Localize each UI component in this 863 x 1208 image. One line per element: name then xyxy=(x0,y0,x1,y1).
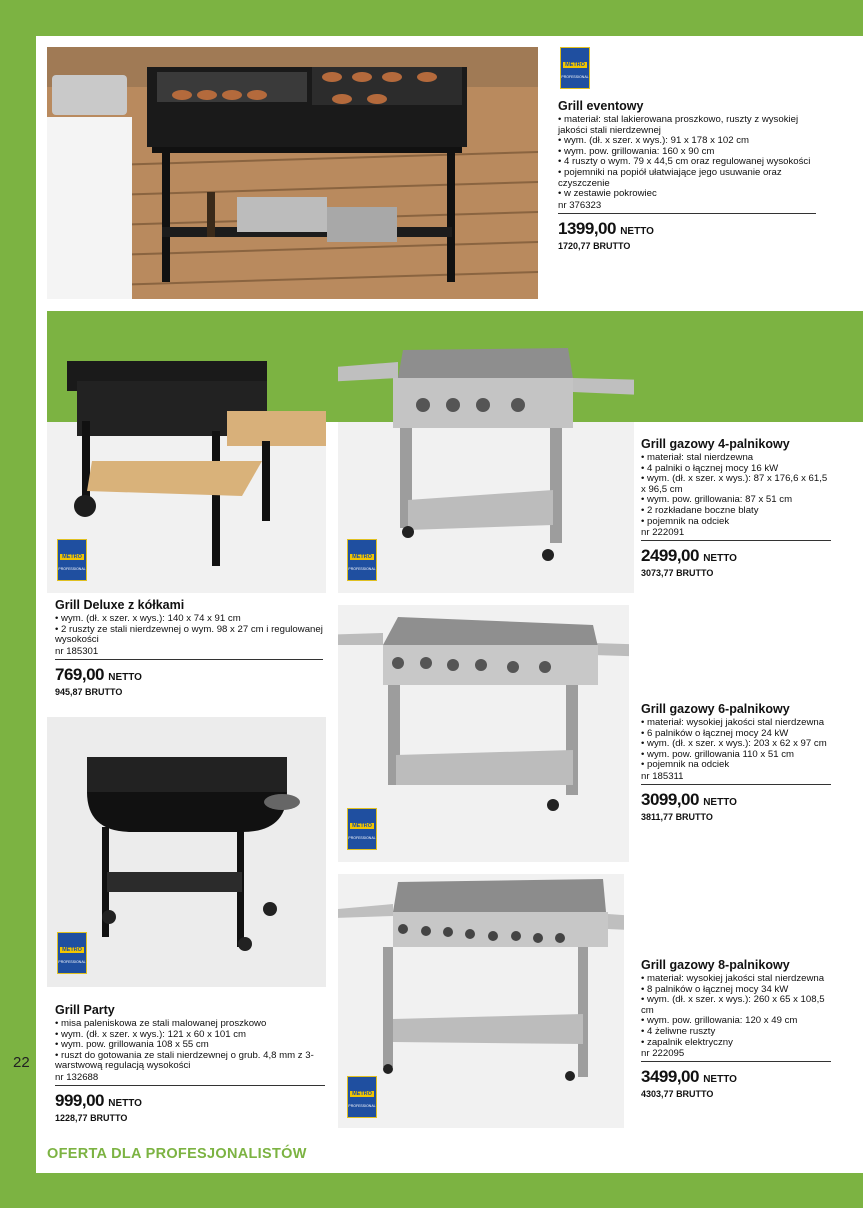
logo-sub: PROFESSIONAL xyxy=(58,960,86,964)
feature-list xyxy=(641,453,831,527)
feature-item: • w zestawie pokrowiec xyxy=(558,188,657,200)
feature-item: • wym. (dł. x szer. x wys.): 121 x 60 x 101 cm xyxy=(55,1028,247,1040)
metro-logo xyxy=(57,539,87,581)
logo-sub: PROFESSIONAL xyxy=(348,567,376,571)
netto-label: NETTO xyxy=(703,1074,737,1086)
feature-item: • 2 rozkładane boczne blaty xyxy=(641,504,759,516)
brutto-value: 3073,77 xyxy=(641,568,674,579)
divider xyxy=(641,784,831,785)
brutto-label: BRUTTO xyxy=(676,1089,714,1100)
brutto-price xyxy=(55,1113,325,1123)
product-title: Grill Party xyxy=(55,1003,115,1017)
feature-item: • wym. pow. grillowania 110 x 51 cm xyxy=(641,748,795,760)
feature-list xyxy=(641,718,831,771)
netto-price xyxy=(55,666,323,687)
feature-list xyxy=(641,974,831,1048)
feature-item: • 8 palników o łącznej mocy 34 kW xyxy=(641,983,789,995)
netto-value: 3499,00 xyxy=(641,1067,699,1087)
product-number: nr 222095 xyxy=(641,1048,685,1060)
netto-value: 2499,00 xyxy=(641,546,699,566)
logo-brand: METRO xyxy=(62,947,82,953)
product-grill-eventowy xyxy=(558,99,816,251)
logo-sub: PROFESSIONAL xyxy=(58,567,86,571)
feature-item: • 4 palniki o łącznej mocy 16 kW xyxy=(641,462,779,474)
product-grill-gazowy-4 xyxy=(641,437,831,578)
product-number: nr 185301 xyxy=(55,645,99,657)
brutto-price xyxy=(55,687,323,697)
product-title: Grill gazowy 4-palnikowy xyxy=(641,437,790,451)
photo-grill-party xyxy=(47,717,326,987)
divider xyxy=(55,659,323,660)
netto-value: 769,00 xyxy=(55,664,104,684)
feature-item: • materiał: wysokiej jakości stal nierdzewna xyxy=(641,717,825,728)
brutto-price xyxy=(641,568,831,578)
product-number: nr 185311 xyxy=(641,770,684,782)
brutto-price xyxy=(641,1089,831,1099)
feature-item: • wym. (dł. x szer. x wys.): 87 x 176,6 x 61,5 x 96,5 cm xyxy=(641,473,828,495)
feature-item: • materiał: stal nierdzewna xyxy=(641,452,754,463)
netto-label: NETTO xyxy=(108,671,142,683)
photo-grill-deluxe xyxy=(47,311,326,593)
feature-item: • 6 palników o łącznej mocy 24 kW xyxy=(641,727,789,739)
photo-grill-gazowy-8 xyxy=(338,874,624,1128)
feature-item: • pojemnik na odciek xyxy=(641,759,730,771)
feature-item: • wym. (dł. x szer. x wys.): 140 x 74 x 91 cm xyxy=(55,613,241,624)
feature-item: • materiał: stal lakierowana proszkowo, ruszty z wysokiej jakości stali nierdzewnej xyxy=(558,114,799,136)
product-number: nr 376323 xyxy=(558,199,602,211)
logo-sub: PROFESSIONAL xyxy=(348,836,376,840)
divider xyxy=(641,540,831,541)
photo-grill-gazowy-6 xyxy=(338,605,629,862)
netto-label: NETTO xyxy=(703,553,737,565)
logo-brand: METRO xyxy=(352,554,372,560)
feature-item: • materiał: wysokiej jakości stal nierdzewna xyxy=(641,973,825,984)
product-title: Grill gazowy 6-palnikowy xyxy=(641,702,790,716)
feature-item: • pojemnik na odciek xyxy=(641,515,730,527)
netto-label: NETTO xyxy=(108,1097,142,1109)
feature-item: • zapalnik elektryczny xyxy=(641,1036,733,1048)
metro-logo xyxy=(560,47,590,89)
brutto-value: 4303,77 xyxy=(641,1089,674,1100)
netto-label: NETTO xyxy=(620,225,654,237)
netto-price xyxy=(55,1092,325,1113)
logo-sub: PROFESSIONAL xyxy=(348,1104,376,1108)
product-number: nr 222091 xyxy=(641,527,685,539)
metro-logo xyxy=(347,808,377,850)
logo-brand: METRO xyxy=(352,1091,372,1097)
brutto-value: 3811,77 xyxy=(641,811,674,822)
logo-brand: METRO xyxy=(565,62,585,68)
product-title: Grill Deluxe z kółkami xyxy=(55,598,185,612)
logo-brand: METRO xyxy=(62,554,82,560)
divider xyxy=(55,1085,325,1086)
divider xyxy=(641,1061,831,1062)
product-number: nr 132688 xyxy=(55,1071,99,1083)
product-title: Grill eventowy xyxy=(558,99,644,113)
feature-item: • wym. pow. grillowania: 120 x 49 cm xyxy=(641,1015,798,1027)
feature-list xyxy=(558,115,816,200)
netto-value: 3099,00 xyxy=(641,789,699,809)
footer-heading: OFERTA DLA PROFESJONALISTÓW xyxy=(47,1146,307,1162)
product-grill-gazowy-6 xyxy=(641,702,831,822)
product-title: Grill gazowy 8-palnikowy xyxy=(641,958,790,972)
brutto-label: BRUTTO xyxy=(85,686,123,697)
page-number: 22 xyxy=(13,1054,30,1071)
feature-item: • wym. (dł. x szer. x wys.): 260 x 65 x 108,5 cm xyxy=(641,994,825,1016)
brutto-label: BRUTTO xyxy=(675,811,713,822)
feature-item: • ruszt do gotowania ze stali nierdzewnej o grub. 4,8 mm z 3-warstwową regulacją wysokości xyxy=(55,1049,314,1072)
netto-price xyxy=(641,1068,831,1089)
feature-item: • wym. (dł. x szer. x wys.): 203 x 62 x 97 cm xyxy=(641,738,827,750)
brutto-price xyxy=(558,241,816,251)
feature-item: • wym. pow. grillowania: 160 x 90 cm xyxy=(558,145,715,157)
feature-item: • wym. (dł. x szer. x wys.): 91 x 178 x 102 cm xyxy=(558,135,750,147)
logo-sub: PROFESSIONAL xyxy=(561,75,589,79)
brutto-label: BRUTTO xyxy=(90,1112,128,1123)
product-grill-deluxe xyxy=(55,598,323,697)
netto-value: 1399,00 xyxy=(558,218,616,238)
netto-price xyxy=(641,547,831,568)
netto-value: 999,00 xyxy=(55,1090,104,1110)
netto-label: NETTO xyxy=(703,796,737,808)
photo-grill-eventowy xyxy=(47,47,538,299)
feature-item: • 4 żeliwne ruszty xyxy=(641,1025,716,1037)
feature-item: • 2 ruszty ze stali nierdzewnej o wym. 98 x 27 cm i regulowanej wysokości xyxy=(55,623,323,646)
brutto-value: 1720,77 xyxy=(558,240,591,251)
brutto-value: 1228,77 xyxy=(55,1112,88,1123)
feature-list xyxy=(55,614,323,646)
netto-price xyxy=(641,791,831,812)
metro-logo xyxy=(57,932,87,974)
feature-item: • wym. pow. grillowania: 87 x 51 cm xyxy=(641,494,793,506)
netto-price xyxy=(558,220,816,241)
brutto-value: 945,87 xyxy=(55,686,83,697)
product-grill-gazowy-8 xyxy=(641,958,831,1099)
logo-brand: METRO xyxy=(352,823,372,829)
feature-item: • misa paleniskowa ze stali malowanej proszkowo xyxy=(55,1018,267,1029)
photo-grill-gazowy-4 xyxy=(338,340,634,593)
feature-list xyxy=(55,1019,325,1072)
feature-item: • 4 ruszty o wym. 79 x 44,5 cm oraz regulowanej wysokości xyxy=(558,156,811,168)
brutto-label: BRUTTO xyxy=(676,568,714,579)
metro-logo xyxy=(347,1076,377,1118)
brutto-label: BRUTTO xyxy=(593,240,631,251)
product-grill-party xyxy=(55,1003,325,1123)
feature-item: • pojemniki na popiół ułatwiające jego usuwanie oraz czyszczenie xyxy=(558,166,782,189)
feature-item: • wym. pow. grillowania 108 x 55 cm xyxy=(55,1039,209,1051)
metro-logo xyxy=(347,539,377,581)
brutto-price xyxy=(641,812,831,822)
divider xyxy=(558,213,816,214)
